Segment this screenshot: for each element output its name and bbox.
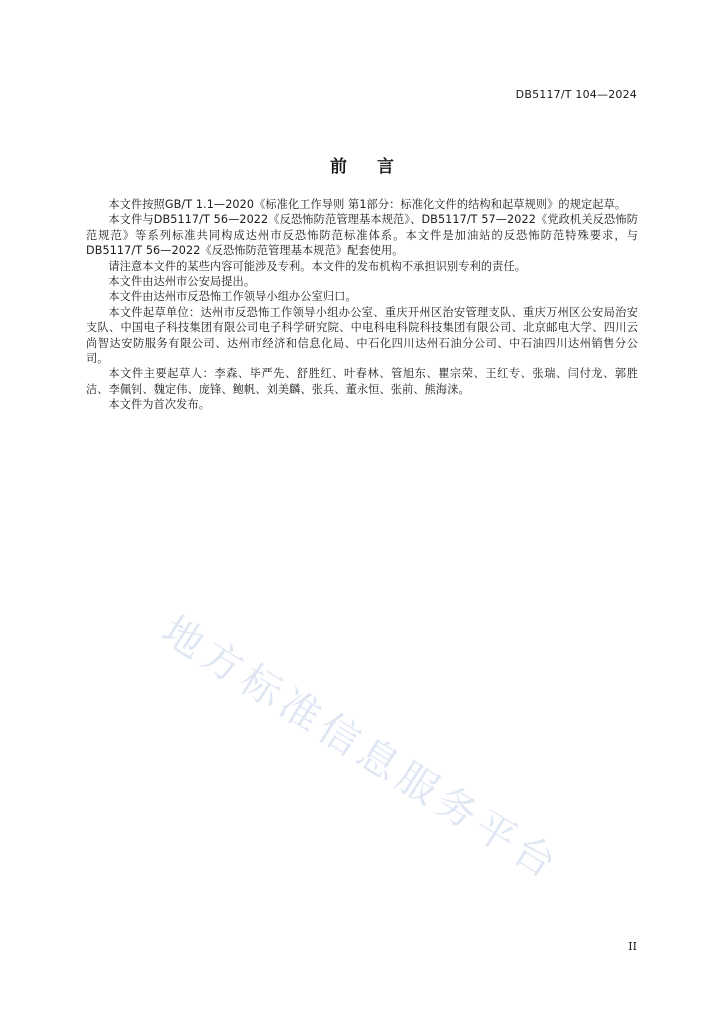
foreword-body bbox=[86, 197, 638, 413]
watermark: 地方标准信息服务平台 bbox=[153, 607, 569, 891]
paragraph-proposer: 本文件由达州市公安局提出。 bbox=[108, 275, 256, 289]
paragraph-centralized-unit: 本文件由达州市反恐怖工作领导小组办公室归口。 bbox=[108, 290, 357, 304]
page-title: 前言 bbox=[330, 157, 424, 177]
paragraph-first-release: 本文件为首次发布。 bbox=[108, 398, 210, 412]
paragraph-drafters: 本文件主要起草人：李森、毕严先、舒胜红、叶春林、管旭东、瞿宗荣、王红专、张瑞、闫付龙、郭胜洁、李佩钊、魏定伟、庞锋、鲍帆、刘美麟、张兵、董永恒、张前、熊海涞。 bbox=[86, 367, 638, 396]
page-number: II bbox=[628, 940, 637, 953]
paragraph-standard-system: 本文件与DB5117/T 56—2022《反恐怖防范管理基本规范》、DB5117/T 57—2022《党政机关反恐怖防范规范》等系列标准共同构成达州市反恐怖防范标准体系。本文件是加油站的反恐怖防范特殊要求，与DB5117/T 56—2022《反恐怖防范管理基本规范》配套使用。 bbox=[86, 213, 638, 258]
paragraph-patent-notice: 请注意本文件的某些内容可能涉及专利。本文件的发布机构不承担识别专利的责任。 bbox=[108, 259, 527, 273]
paragraph-drafting-rules: 本文件按照GB/T 1.1—2020《标准化工作导则 第1部分：标准化文件的结构和起草规则》的规定起草。 bbox=[108, 198, 627, 211]
document-code: DB5117/T 104—2024 bbox=[515, 88, 637, 101]
paragraph-drafting-units: 本文件起草单位：达州市反恐怖工作领导小组办公室、重庆开州区治安管理支队、重庆万州区公安局治安支队、中国电子科技集团有限公司电子科学研究院、中电科电科院科技集团有限公司、北京邮电大学、四川云尚智达安防服务有限公司、达州市经济和信息化局、中石化四川达州石油分公司、中石油四川达州销售分公司。 bbox=[86, 305, 638, 366]
